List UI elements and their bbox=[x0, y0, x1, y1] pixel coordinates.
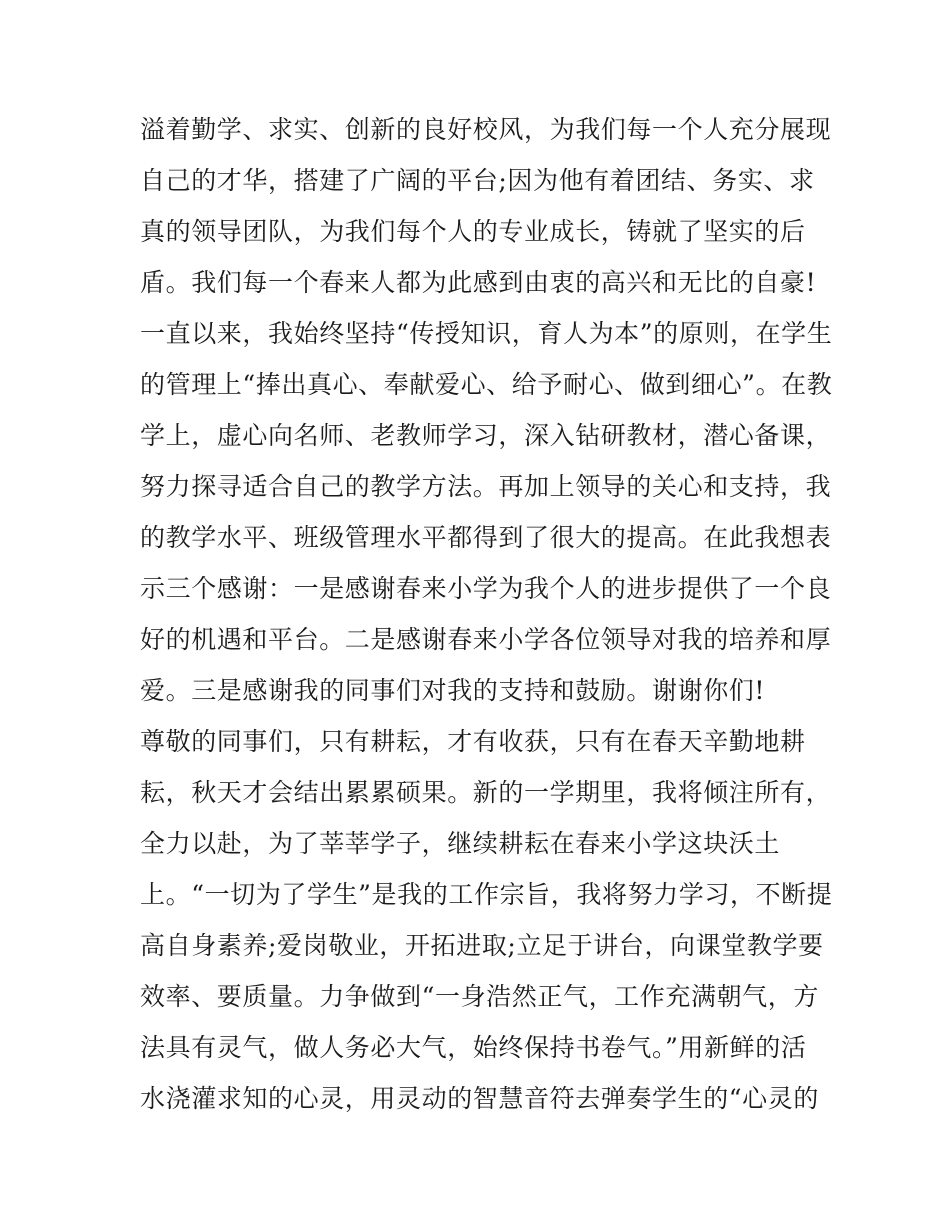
text-line: 的教学水平、班级管理水平都得到了很大的提高。在此我想表 bbox=[140, 523, 832, 552]
text-line: 法具有灵气，做人务必大气，始终保持书卷气。”用新鲜的活 bbox=[140, 1033, 807, 1062]
text-line: 努力探寻适合自己的教学方法。再加上领导的关心和支持，我 bbox=[140, 472, 832, 501]
body-text bbox=[140, 104, 833, 1124]
text-line: 的管理上“捧出真心、奉献爱心、给予耐心、做到细心”。在教 bbox=[140, 370, 833, 399]
text-line: 示三个感谢：一是感谢春来小学为我个人的进步提供了一个良 bbox=[140, 574, 832, 603]
text-line: 上。“一切为了学生”是我的工作宗旨，我将努力学习，不断提 bbox=[140, 880, 833, 909]
text-line: 盾。我们每一个春来人都为此感到由衷的高兴和无比的自豪! bbox=[140, 268, 817, 297]
text-line: 溢着勤学、求实、创新的良好校风，为我们每一个人充分展现 bbox=[140, 115, 832, 144]
text-line: 水浇灌求知的心灵，用灵动的智慧音符去弹奏学生的“心灵的 bbox=[140, 1084, 819, 1113]
text-line: 真的领导团队，为我们每个人的专业成长，铸就了坚实的后 bbox=[140, 217, 806, 246]
text-line: 一直以来，我始终坚持“传授知识，育人为本”的原则，在学生 bbox=[140, 319, 833, 348]
text-line: 全力以赴，为了莘莘学子，继续耕耘在春来小学这块沃土 bbox=[140, 829, 781, 858]
text-line: 耘，秋天才会结出累累硕果。新的一学期里，我将倾注所有， bbox=[140, 778, 832, 807]
text-line: 自己的才华，搭建了广阔的平台;因为他有着团结、务实、求 bbox=[140, 166, 815, 195]
text-line: 尊敬的同事们，只有耕耘，才有收获，只有在春天辛勤地耕 bbox=[140, 727, 806, 756]
text-line: 爱。三是感谢我的同事们对我的支持和鼓励。谢谢你们! bbox=[140, 676, 766, 705]
text-line: 好的机遇和平台。二是感谢春来小学各位领导对我的培养和厚 bbox=[140, 625, 832, 654]
text-line: 学上，虚心向名师、老教师学习，深入钻研教材，潜心备课， bbox=[140, 421, 832, 450]
text-line: 效率、要质量。力争做到“一身浩然正气，工作充满朝气，方 bbox=[140, 982, 819, 1011]
text-line: 高自身素养;爱岗敬业，开拓进取;立足于讲台，向课堂教学要 bbox=[140, 931, 824, 960]
